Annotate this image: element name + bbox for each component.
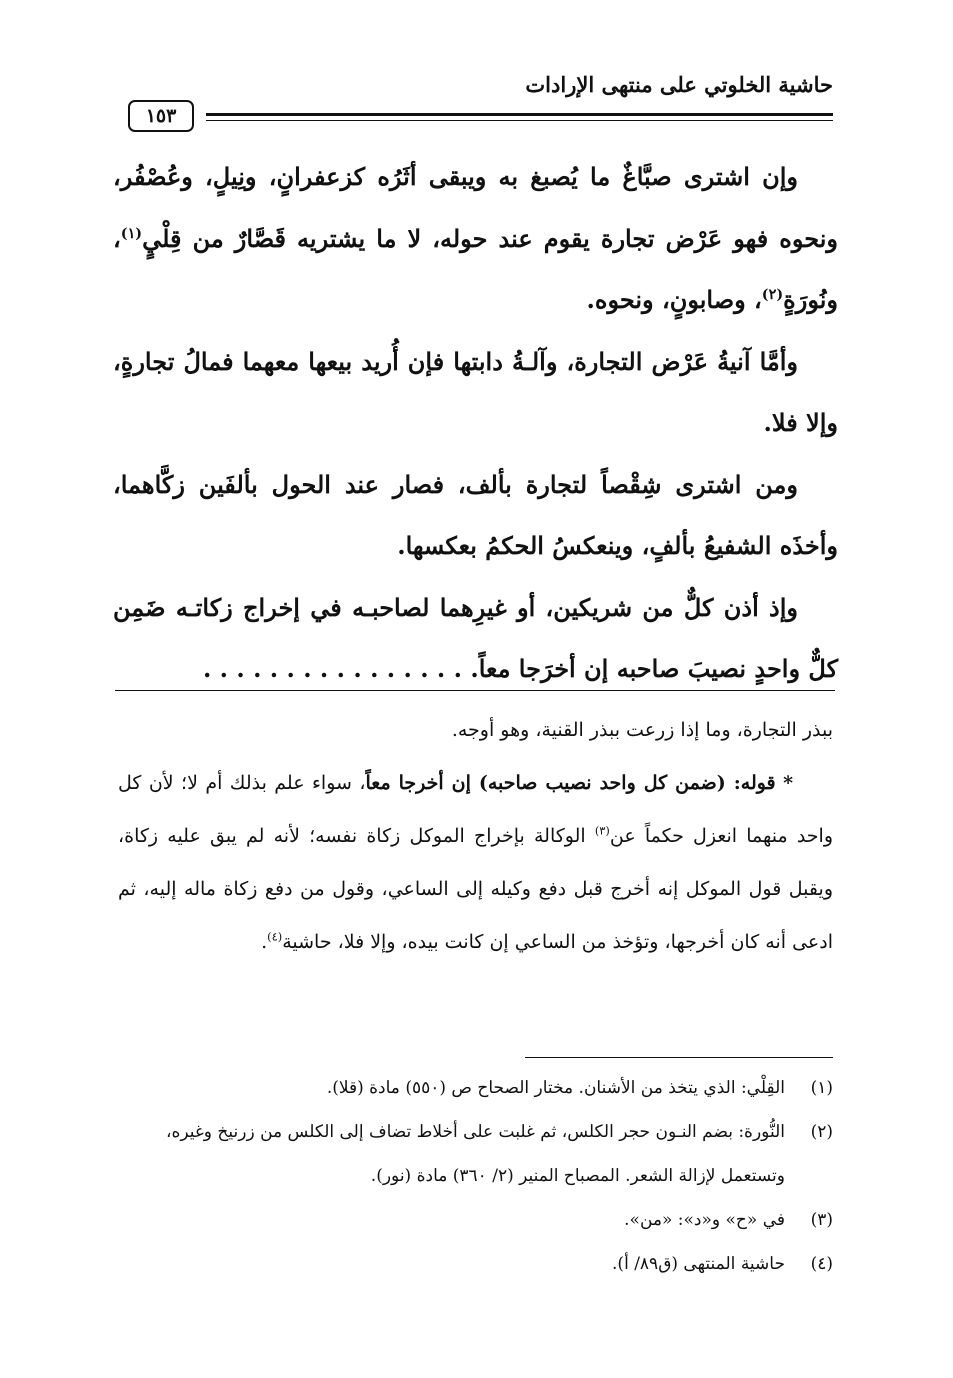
commentary-paragraph [118, 757, 833, 969]
footnote-text: حاشية المنتهى (ق٨٩/ أ). [612, 1254, 785, 1274]
commentary-text: . [261, 931, 268, 953]
main-text [113, 146, 838, 700]
footnote-number: (٢) [810, 1122, 833, 1142]
commentary-text: ، سواء علم بذلك أم لا؛ لأن كل واحد منهما انعزل حكماً عن [118, 772, 833, 847]
matn-text: وإذ أذن كلٌّ من شريكين، أو غيرِهما لصاحبـه في إخراج زكاتـه ضَمِن كلٌّ واحدٍ نصيبَ صاحبه إن أخرَجا معاً. [113, 592, 838, 683]
dotted-leader: . . . . . . . . . . . . . . . . [202, 654, 462, 683]
matn-paragraph [113, 577, 838, 700]
commentary [118, 704, 833, 969]
footnote-item [118, 1242, 833, 1286]
matn-paragraph [113, 331, 838, 454]
footnote-text: النُّورة: بضم النـون حجر الكلس، ثم غلبت على أخلاط تضاف إلى الكلس من زرنيخ وغيره، وتستعمل لإزالة الشعر. المصباح المنير (٢/ ٣٦٠) مادة (نور). [166, 1122, 785, 1186]
footnote-ref-3: (٣) [594, 823, 610, 838]
commentary-text: الوكالة بإخراج الموكل زكاة نفسه؛ لأنه لم يبق عليه زكاة، ويقبل قول الموكل إنه أخرج قبل دفع وكيله إلى الساعي، وقول من دفع زكاة ماله إليه، ثم ادعى أنه كان أخرجها، وتؤخذ من الساعي إن كانت بيده، وإلا فلا، حاشية [118, 825, 833, 953]
matn-text: ، ونُورَةٍ [113, 223, 838, 314]
running-header [118, 72, 833, 128]
matn-paragraph [113, 146, 838, 331]
footnote-ref-2: (٢) [761, 286, 784, 303]
footnotes [118, 1066, 833, 1286]
header-rule [206, 113, 833, 121]
footnote-divider [525, 1057, 833, 1058]
commentary-lemma: قوله: (ضمن كل واحد نصيب صاحبه) إن أخرجا معاً [365, 772, 776, 794]
matn-text: وإن اشترى صبَّاغٌ ما يُصبغ به ويبقى أثَرُه كزعفرانٍ، ونِيلٍ، وعُصْفُر، ونحوه فهو عَرْض تجارة يقوم عند حوله، لا ما يشتريه قَصَّارٌ من قِلْيٍ [113, 162, 838, 253]
matn-text: وأمَّا آنيةُ عَرْض التجارة، وآلـةُ دابتها فإن أُريد بيعها معهما فمالُ تجارةٍ، وإلا فلا. [113, 346, 838, 437]
page-number: ١٥٣ [128, 100, 194, 132]
footnote-ref-1: (١) [120, 224, 143, 242]
main-text-divider [115, 690, 835, 691]
footnote-text: القِلْي: الذي يتخذ من الأشنان. مختار الصحاح ص (٥٥٠) مادة (قلا). [326, 1078, 785, 1098]
star-marker: * [783, 772, 793, 794]
matn-text: ، وصابونٍ، ونحوه. [586, 285, 762, 314]
footnote-number: (٣) [810, 1210, 833, 1230]
footnote-ref-4: (٤) [267, 929, 283, 944]
commentary-continuation: ببذر التجارة، وما إذا زرعت ببذر القنية، وهو أوجه. [451, 719, 833, 741]
footnote-number: (٤) [810, 1254, 833, 1274]
footnote-text: في «ح» و«د»: «من». [624, 1210, 785, 1230]
matn-paragraph [113, 454, 838, 577]
footnote-item [118, 1198, 833, 1242]
matn-text: ومن اشترى شِقْصاً لتجارة بألف، فصار عند الحول بألفَين زكَّاهما، وأخذَه الشفيعُ بألفٍ، وينعكسُ الحكمُ بعكسها. [113, 469, 838, 560]
footnote-number: (١) [810, 1078, 833, 1098]
book-title: حاشية الخلوتي على منتهى الإرادات [525, 72, 833, 97]
footnote-item [118, 1110, 833, 1198]
footnote-item [118, 1066, 833, 1110]
